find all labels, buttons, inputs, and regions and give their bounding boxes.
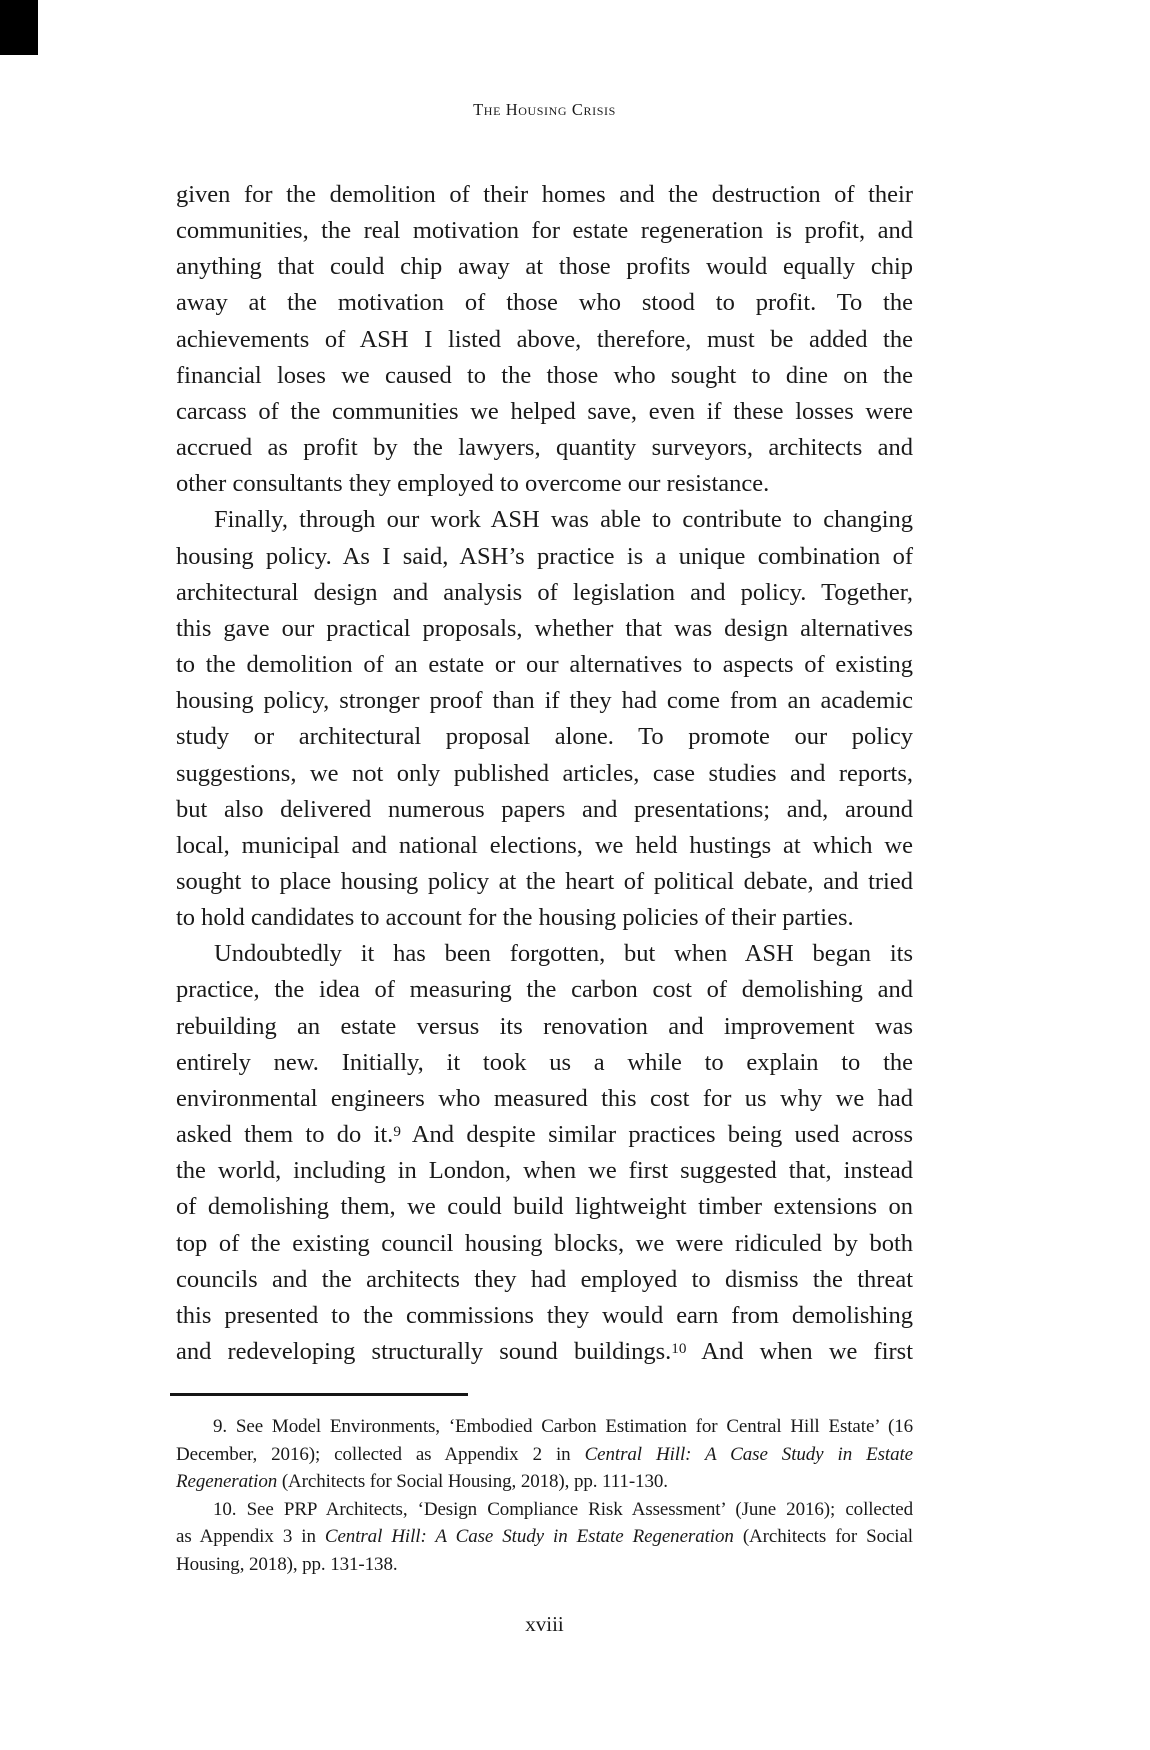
text-segment: away at the motivation of those who stood to profit. To the: [176, 289, 913, 317]
footnote-separator-rule: [170, 1393, 468, 1396]
running-header: The Housing Crisis: [473, 100, 616, 119]
text-segment: And despite similar practices being used across: [400, 1121, 913, 1149]
text-segment: the world, including in London, when we first suggested that, instead: [176, 1157, 913, 1185]
text-segment: of demolishing them, we could build lightweight timber extensions on: [176, 1193, 913, 1221]
text-segment: and redeveloping structurally sound buildings.: [176, 1338, 672, 1365]
body-text-line: [176, 1334, 913, 1370]
text-segment: environmental engineers who measured this cost for us why we had: [176, 1084, 913, 1112]
text-segment: accrued as profit by the lawyers, quantity surveyors, architects and: [176, 434, 913, 462]
footnote-line: [176, 1551, 913, 1579]
body-text-line: [176, 611, 913, 647]
body-text-line: [176, 322, 913, 358]
text-segment: local, municipal and national elections, we held hustings at which we: [176, 831, 913, 859]
body-text-line: [176, 683, 913, 719]
body-text-line: [176, 1189, 913, 1225]
text-segment: this gave our practical proposals, whether that was design alternatives: [176, 614, 913, 642]
body-text-line: [176, 828, 913, 864]
body-text-line: [176, 394, 913, 430]
body-text-line: [176, 972, 913, 1008]
body-text-line: [176, 539, 913, 575]
text-segment: given for the demolition of their homes and the destruction of their: [176, 181, 913, 208]
footnote-ref-marker: 10: [671, 1340, 687, 1358]
body-text-line: [176, 358, 913, 394]
text-segment: communities, the real motivation for estate regeneration is profit, and: [176, 217, 913, 245]
text-segment: architectural design and analysis of legislation and policy. Together,: [176, 578, 913, 606]
text-segment: to the demolition of an estate or our alternatives to aspects of existing: [176, 651, 913, 679]
text-segment: top of the existing council housing blocks, we were ridiculed by both: [176, 1229, 913, 1257]
body-text-line: [176, 1226, 913, 1262]
text-segment: Finally, through our work ASH was able to contribute to changing: [214, 506, 913, 534]
text-segment: asked them to do it.: [176, 1121, 394, 1149]
text-segment: achievements of ASH I listed above, therefore, must be added the: [176, 325, 913, 353]
text-segment: Undoubtedly it has been forgotten, but when ASH began its: [214, 940, 913, 968]
text-segment: this presented to the commissions they would earn from demolishing: [176, 1301, 913, 1329]
text-segment: entirely new. Initially, it took us a while to explain to the: [176, 1048, 913, 1076]
body-text-line: [176, 1262, 913, 1298]
text-segment: December, 2016); collected as Appendix 2 in: [176, 1443, 585, 1465]
footnote-line: [176, 1441, 913, 1469]
italic-text: Central Hill: A Case Study in Estate Regeneration: [324, 1526, 734, 1547]
text-segment: carcass of the communities we helped save, even if these losses were: [176, 397, 913, 425]
footnote-line: [176, 1523, 913, 1551]
scan-artifact-mark: [0, 0, 38, 55]
footnote-line: [176, 1413, 913, 1441]
body-text-line: [176, 719, 913, 755]
body-text-line: [176, 249, 913, 285]
body-text-line: [176, 864, 913, 900]
body-text-line: [176, 430, 913, 466]
body-text-line: [176, 900, 913, 936]
text-segment: other consultants they employed to overcome our resistance.: [176, 470, 770, 498]
page-number: xviii: [525, 1612, 564, 1636]
body-text-line: [176, 466, 913, 502]
text-segment: financial loses we caused to the those who sought to dine on the: [176, 361, 913, 389]
text-segment: but also delivered numerous papers and presentations; and, around: [176, 795, 913, 823]
body-text-line: [176, 1081, 913, 1117]
footnote-line: [176, 1496, 913, 1524]
body-text: [176, 177, 913, 1370]
body-text-line: [176, 1117, 913, 1153]
footnote-line: [176, 1468, 913, 1496]
body-text-line: [176, 1045, 913, 1081]
text-segment: sought to place housing policy at the heart of political debate, and tried: [176, 867, 913, 895]
text-segment: rebuilding an estate versus its renovation and improvement was: [176, 1012, 913, 1040]
body-text-line: [176, 177, 913, 213]
body-text-line: [176, 647, 913, 683]
text-segment: 10. See PRP Architects, ‘Design Compliance Risk Assessment’ (June 2016); collected: [213, 1498, 913, 1520]
text-segment: to hold candidates to account for the housing policies of their parties.: [176, 904, 854, 932]
body-text-line: [176, 213, 913, 249]
body-text-line: [176, 502, 913, 538]
body-text-line: [176, 1153, 913, 1189]
text-segment: (Architects for Social Housing, 2018), pp. 111-130.: [277, 1471, 668, 1492]
text-segment: practice, the idea of measuring the carbon cost of demolishing and: [176, 976, 913, 1004]
body-text-line: [176, 285, 913, 321]
body-text-line: [176, 792, 913, 828]
italic-text: Central Hill: A Case Study in Estate: [584, 1443, 913, 1465]
text-segment: as Appendix 3 in: [176, 1526, 325, 1547]
body-text-line: [176, 575, 913, 611]
text-segment: (Architects for Social: [733, 1526, 913, 1547]
text-segment: anything that could chip away at those profits would equally chip: [176, 253, 913, 281]
text-segment: study or architectural proposal alone. To promote our policy: [176, 723, 913, 751]
text-segment: housing policy, stronger proof than if they had come from an academic: [176, 687, 913, 715]
text-segment: councils and the architects they had employed to dismiss the threat: [176, 1265, 913, 1293]
body-text-line: [176, 1009, 913, 1045]
footnotes: [176, 1413, 913, 1578]
italic-text: Regeneration: [176, 1471, 278, 1492]
text-segment: suggestions, we not only published articles, case studies and reports,: [176, 759, 913, 787]
footnote-ref-marker: 9: [393, 1123, 401, 1141]
text-segment: And when we first: [686, 1338, 913, 1365]
text-segment: housing policy. As I said, ASH’s practice is a unique combination of: [176, 542, 913, 570]
text-segment: Housing, 2018), pp. 131-138.: [176, 1553, 398, 1575]
body-text-line: [176, 756, 913, 792]
text-segment: 9. See Model Environments, ‘Embodied Carbon Estimation for Central Hill Estate’ (16: [213, 1416, 913, 1437]
body-text-line: [176, 1298, 913, 1334]
body-text-line: [176, 936, 913, 972]
